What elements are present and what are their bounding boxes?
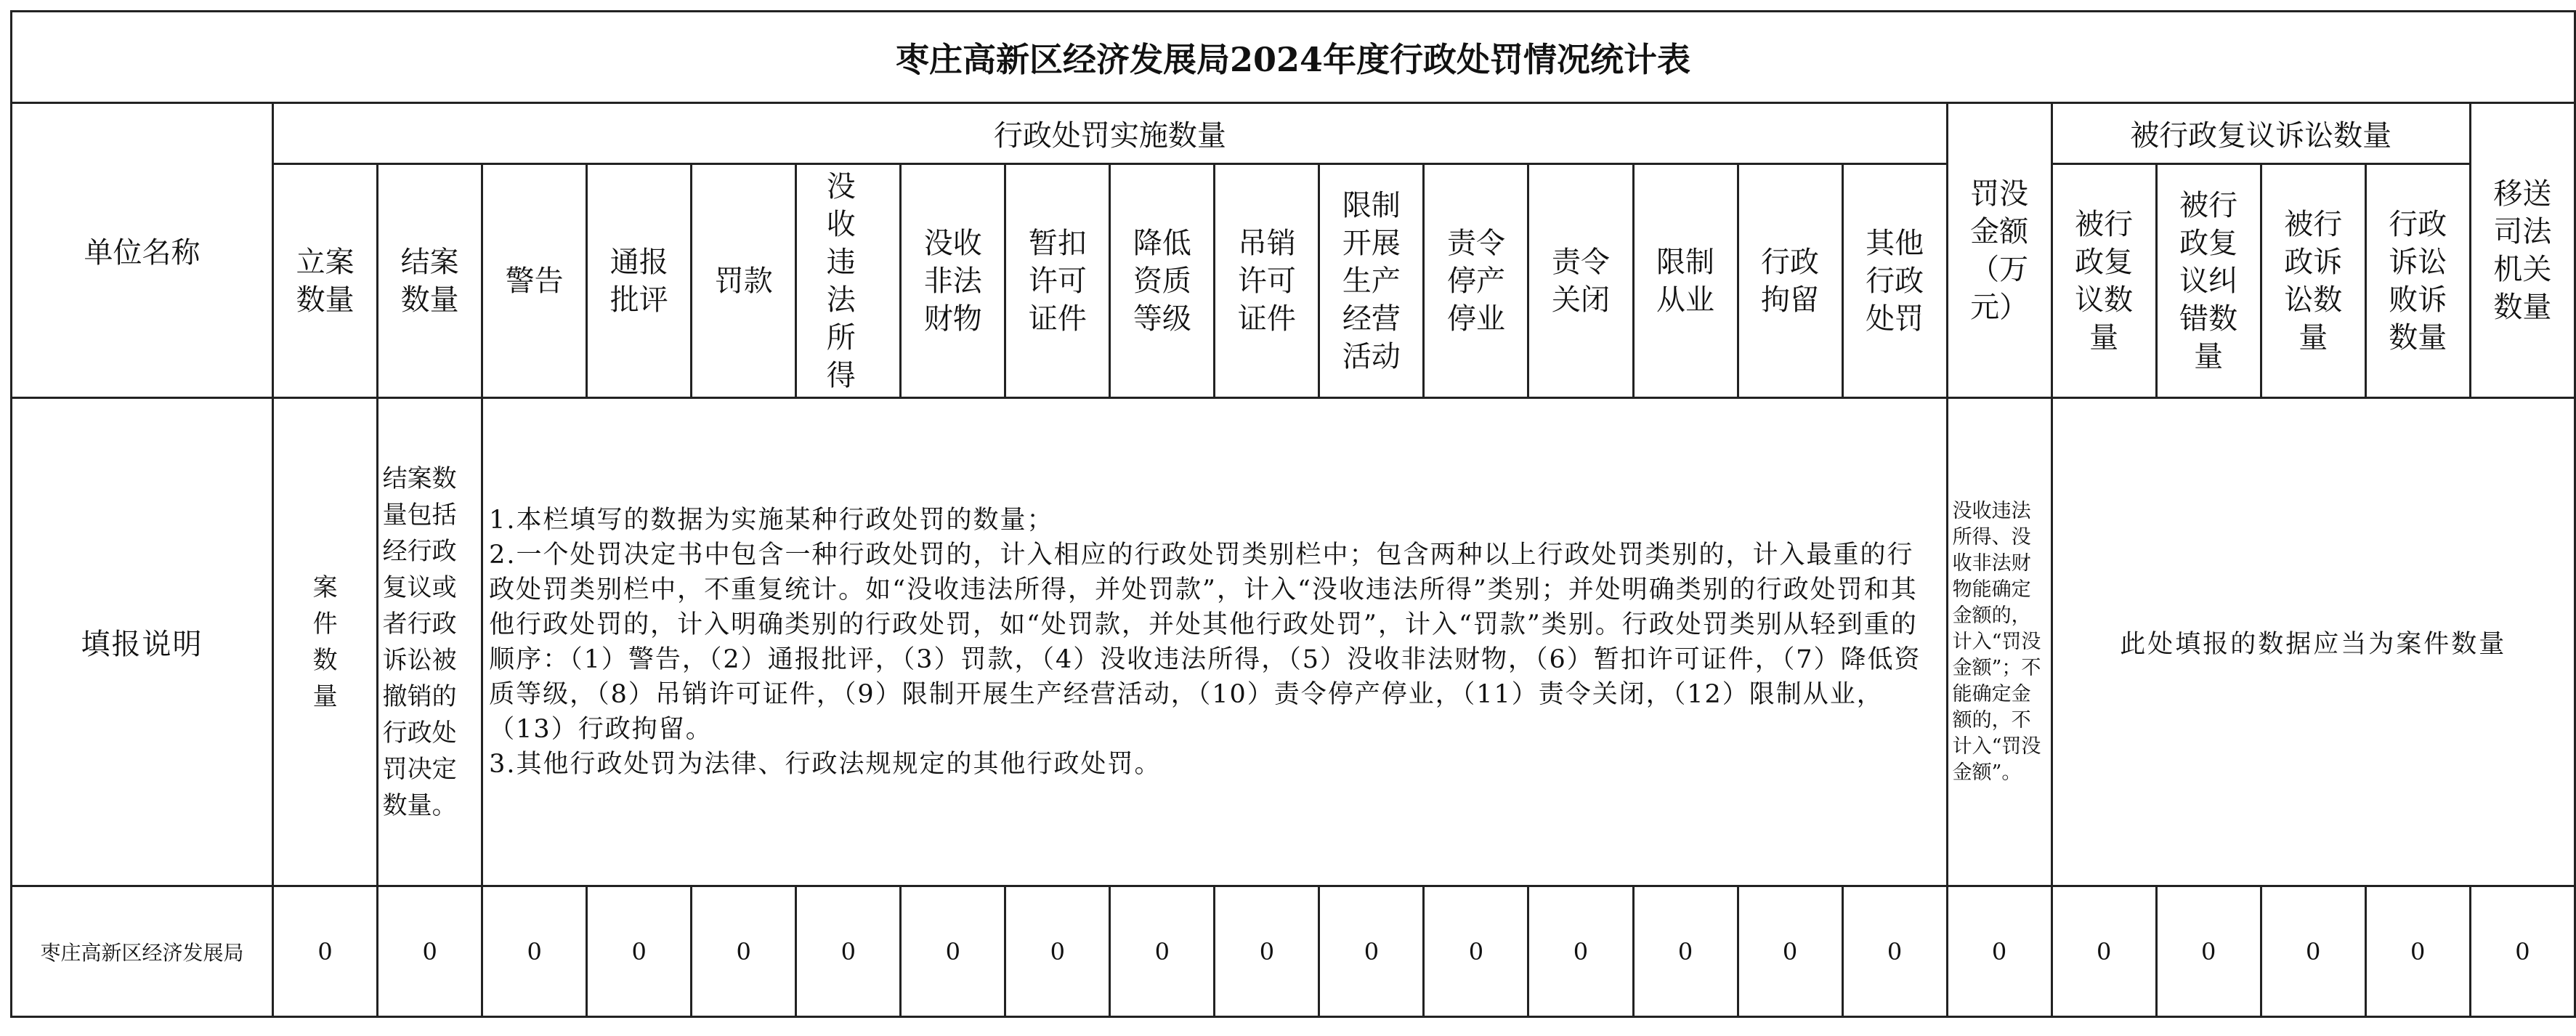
col-header-revoke-license: 吊销许可证件 [1215, 164, 1319, 398]
notes-row [12, 398, 2575, 886]
cell-fine: 0 [692, 886, 796, 1017]
col-header-lower-qualification: 降低资质等级 [1110, 164, 1215, 398]
cell-suspend-license: 0 [1005, 886, 1110, 1017]
transfer-judicial-header: 移送司法机关数量 [2470, 103, 2575, 398]
cell-warning: 0 [482, 886, 587, 1017]
header-row-1 [12, 103, 2575, 164]
col-header-confiscate-illegal-gains: 没收违法所得 [796, 164, 901, 398]
col-header-confiscate-illegal-property: 没收非法财物 [901, 164, 1005, 398]
cell-confiscate-illegal-property: 0 [901, 886, 1005, 1017]
col-header-warning: 警告 [482, 164, 587, 398]
note-line-3: 3.其他行政处罚为法律、行政法规规定的其他行政处罚。 [489, 749, 1162, 779]
col-header-litigation-lost: 行政诉讼败诉数量 [2365, 164, 2470, 398]
penalty-statistics-table [10, 102, 2576, 1018]
note-line-1: 1.本栏填写的数据为实施某种行政处罚的数量； [489, 505, 1054, 535]
col-header-reconsideration-corrected: 被行政复议纠错数量 [2156, 164, 2261, 398]
cell-transfer-judicial: 0 [2470, 886, 2575, 1017]
table-row [12, 886, 2575, 1017]
col-header-criticism: 通报批评 [587, 164, 692, 398]
note-line-2: 2.一个处罚决定书中包含一种行政处罚的，计入相应的行政处罚类别栏中；包含两种以上行政处罚类别的，计入最重的行政处罚类别栏中，不重复统计。如“没收违法所得，并处罚款”，计入“没收违法所得”类别；并处明确类别的行政处罚和其他行政处罚的，计入明确类别的行政处罚，如“处罚款，并处其他行政处罚”，计入“罚款”类别。行政处罚类别从轻到重的顺序：（1）警告，（2）通报批评，（3）罚款，（4）没收违法所得，（5）没收非法财物，（6）暂扣许可证件，（7）降低资质等级，（8）吊销许可证件，（9）限制开展生产经营活动，（10）责令停产停业，（11）责令关闭，（12）限制从业，（13）行政拘留。 [489, 540, 1921, 744]
cell-confiscate-illegal-gains: 0 [796, 886, 901, 1017]
col-header-closed-cases: 结案数量 [378, 164, 482, 398]
col-header-fine: 罚款 [692, 164, 796, 398]
col-header-order-closure: 责令关闭 [1528, 164, 1633, 398]
note-penalty-instructions [482, 398, 1947, 886]
penalty-group-header: 行政处罚实施数量 [273, 103, 1948, 164]
sheet-title: 枣庄高新区经济发展局2024年度行政处罚情况统计表 [10, 10, 2576, 102]
col-header-restrict-operations: 限制开展生产经营活动 [1319, 164, 1424, 398]
note-case-count: 案件数量 [273, 398, 378, 886]
cell-fine-amount: 0 [1947, 886, 2052, 1017]
note-review-count: 此处填报的数据应当为案件数量 [2052, 398, 2575, 886]
note-closed-count: 结案数量包括经行政复议或者行政诉讼被撤销的行政处罚决定数量。 [378, 398, 482, 886]
statistics-sheet [10, 10, 2576, 1018]
unit-name-header: 单位名称 [12, 103, 273, 398]
col-header-other-penalty: 其他行政处罚 [1842, 164, 1947, 398]
col-header-detention: 行政拘留 [1738, 164, 1842, 398]
fine-amount-header: 罚没金额（万元） [1947, 103, 2052, 398]
cell-revoke-license: 0 [1215, 886, 1319, 1017]
cell-closed-cases: 0 [378, 886, 482, 1017]
col-header-suspend-license: 暂扣许可证件 [1005, 164, 1110, 398]
cell-order-closure: 0 [1528, 886, 1633, 1017]
cell-order-suspension: 0 [1424, 886, 1528, 1017]
cell-litigation: 0 [2261, 886, 2365, 1017]
cell-filed-cases: 0 [273, 886, 378, 1017]
note-fine-amount: 没收违法所得、没收非法财物能确定金额的，计入“罚没金额”；不能确定金额的，不计入“罚没金额”。 [1947, 398, 2052, 886]
col-header-reconsideration: 被行政复议数量 [2052, 164, 2156, 398]
col-header-filed-cases: 立案数量 [273, 164, 378, 398]
cell-restrict-operations: 0 [1319, 886, 1424, 1017]
cell-reconsideration-corrected: 0 [2156, 886, 2261, 1017]
cell-other-penalty: 0 [1842, 886, 1947, 1017]
col-header-restrict-employment: 限制从业 [1633, 164, 1738, 398]
cell-detention: 0 [1738, 886, 1842, 1017]
cell-lower-qualification: 0 [1110, 886, 1215, 1017]
cell-reconsideration: 0 [2052, 886, 2156, 1017]
cell-litigation-lost: 0 [2365, 886, 2470, 1017]
notes-label: 填报说明 [12, 398, 273, 886]
cell-restrict-employment: 0 [1633, 886, 1738, 1017]
review-group-header: 被行政复议诉讼数量 [2052, 103, 2470, 164]
cell-criticism: 0 [587, 886, 692, 1017]
header-row-2 [12, 164, 2575, 398]
col-header-litigation: 被行政诉讼数量 [2261, 164, 2365, 398]
row-unit-name: 枣庄高新区经济发展局 [12, 886, 273, 1017]
col-header-order-suspension: 责令停产停业 [1424, 164, 1528, 398]
